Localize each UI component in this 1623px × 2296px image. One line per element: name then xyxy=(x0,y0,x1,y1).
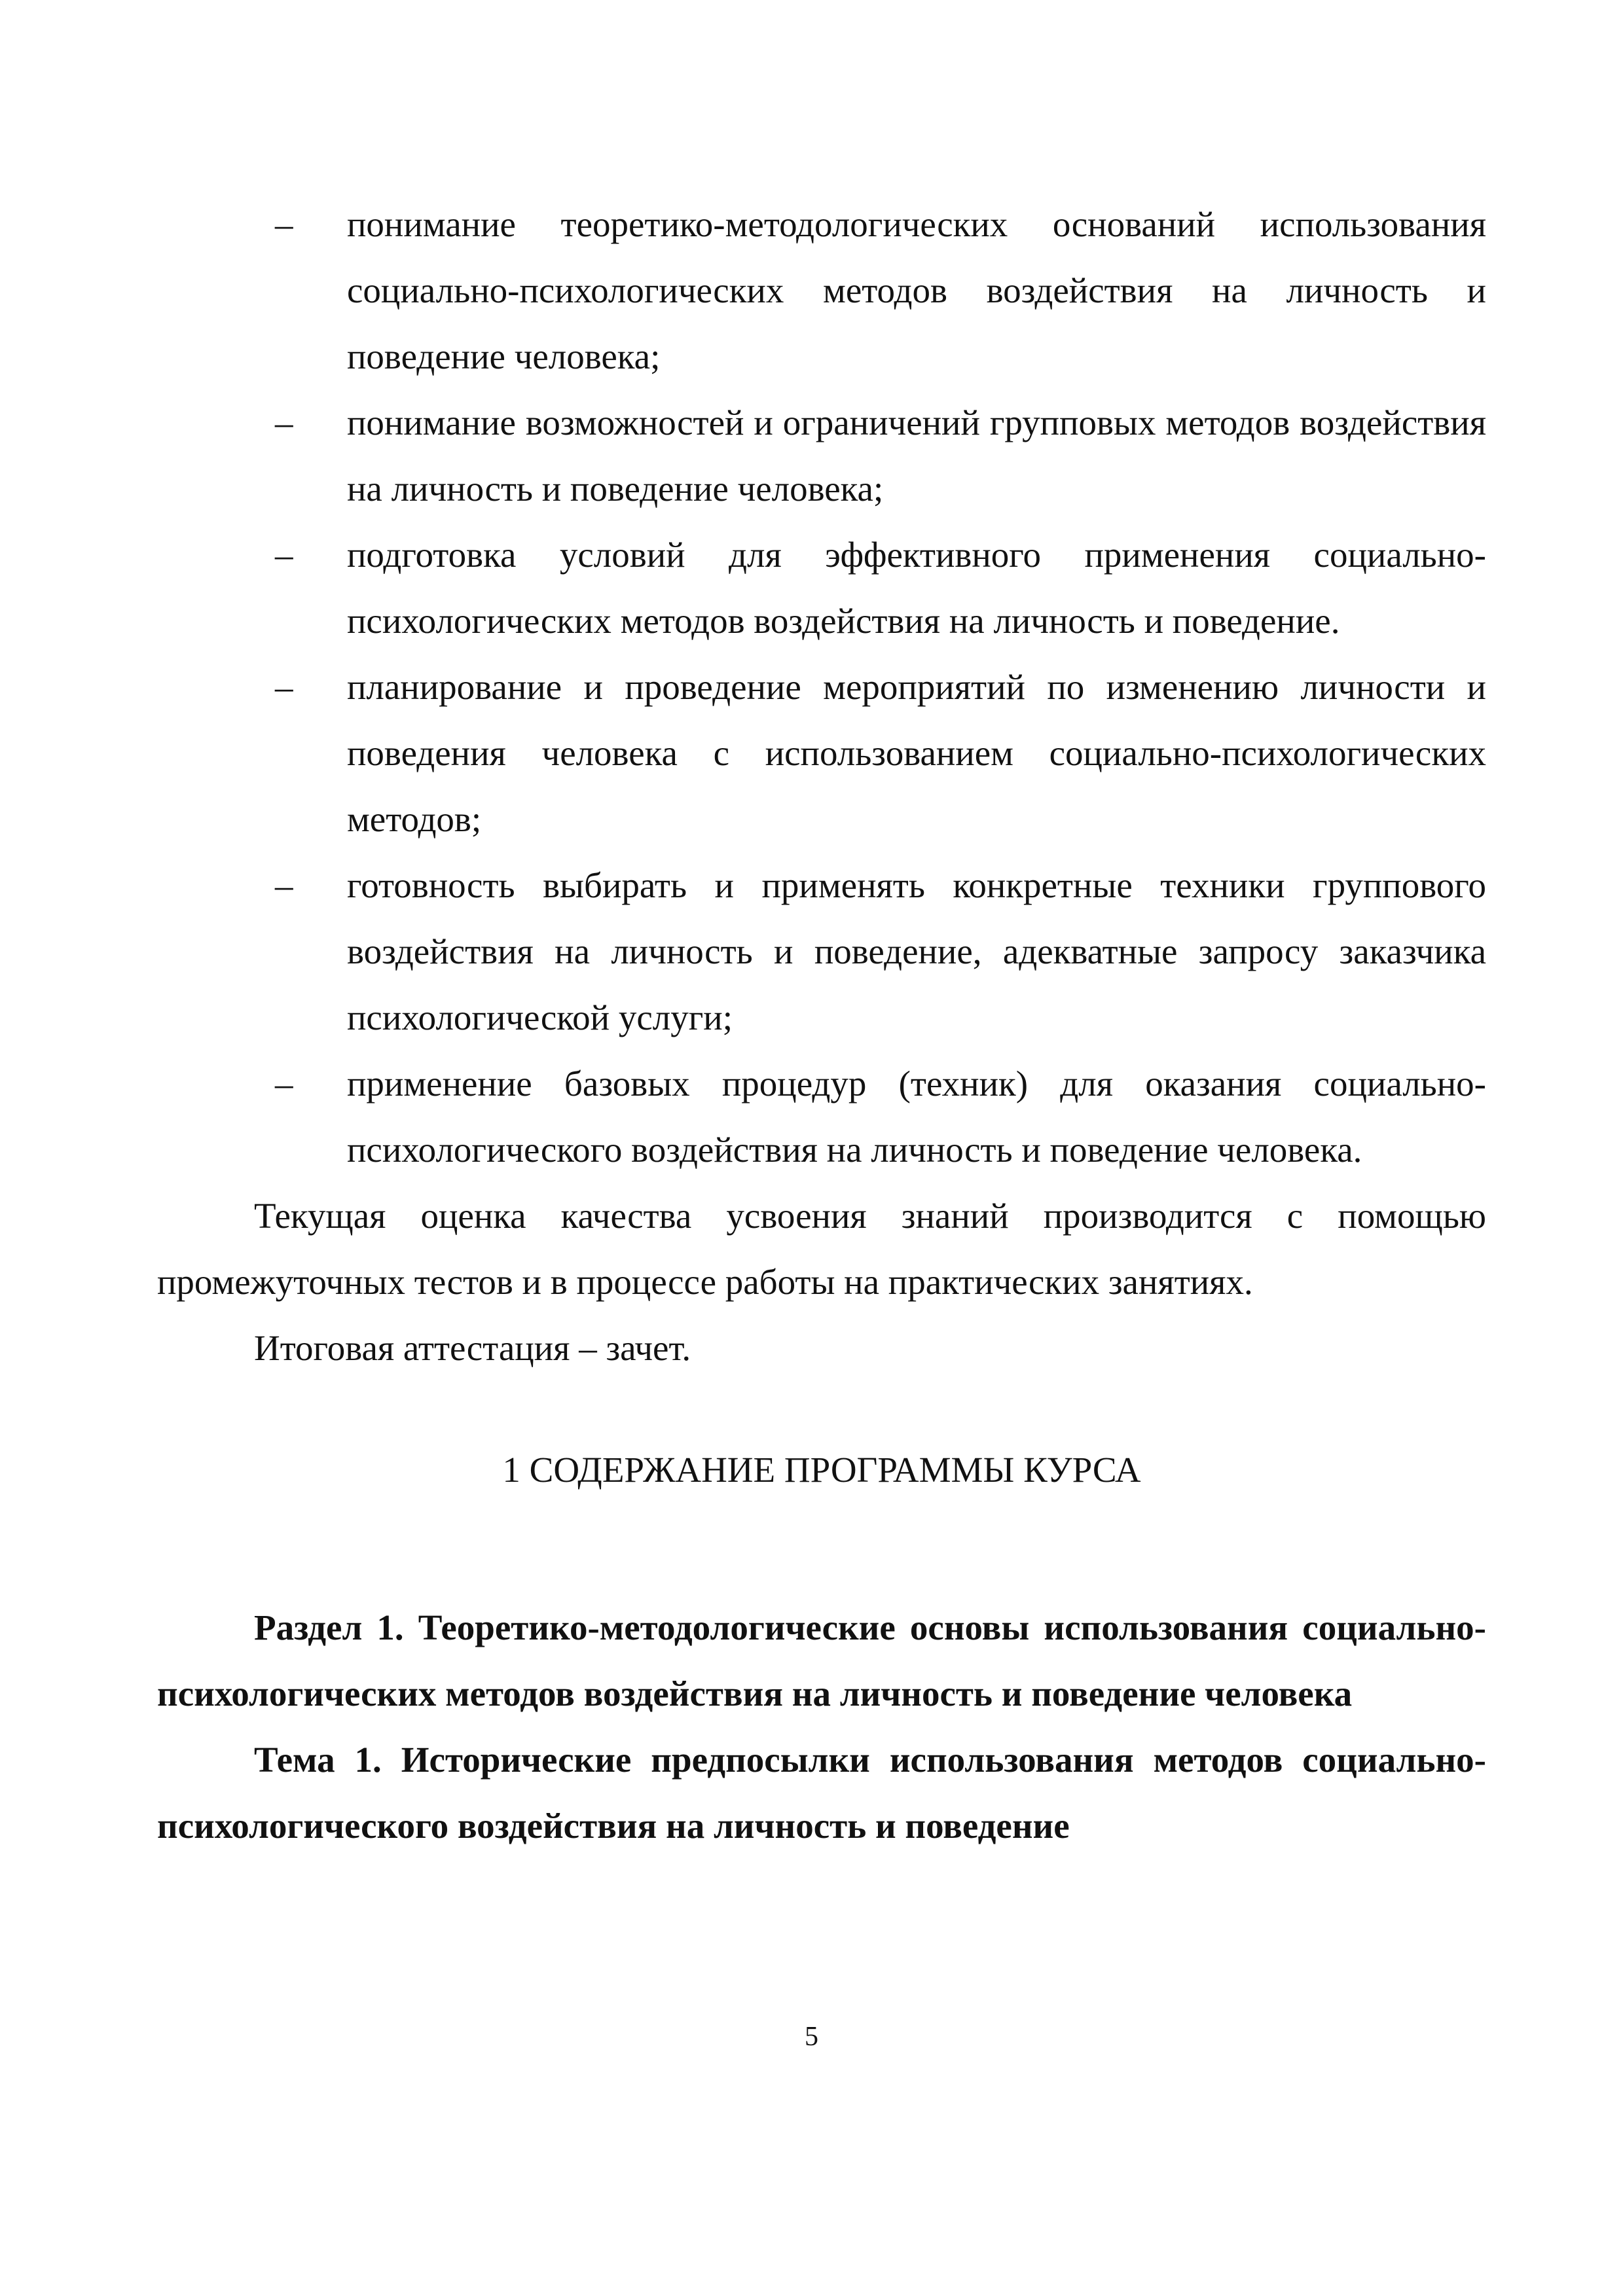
list-item-text: понимание теоретико-методологических оснований использования социально-психологических методов воздействия на личность и поведение человека; xyxy=(347,204,1486,376)
list-item-text: подготовка условий для эффективного применения социально-психологических методов воздействия на личность и поведение. xyxy=(347,535,1486,641)
list-dash: – xyxy=(275,204,293,244)
final-assessment-paragraph: Итоговая аттестация – зачет. xyxy=(254,1328,691,1368)
list-item xyxy=(157,389,1486,522)
list-dash: – xyxy=(275,403,293,442)
list-dash: – xyxy=(275,667,293,707)
competency-list xyxy=(157,191,1486,1183)
list-item-text: планирование и проведение мероприятий по изменению личности и поведения человека с использованием социально-психологических методов; xyxy=(347,667,1486,839)
list-item-text: применение базовых процедур (техник) для оказания социально-психологического воздействия на личность и поведение человека. xyxy=(347,1064,1486,1170)
list-dash: – xyxy=(275,535,293,575)
list-item-text: готовность выбирать и применять конкретные техники группового воздействия на личность и поведение, адекватные запросу заказчика психологической услуги; xyxy=(347,865,1486,1037)
list-item xyxy=(157,522,1486,654)
topic-title: Тема 1. Исторические предпосылки использования методов социально-психологического воздействия на личность и поведение xyxy=(157,1740,1486,1846)
list-item xyxy=(157,654,1486,852)
page-content xyxy=(157,191,1486,1859)
page-number: 5 xyxy=(805,2022,818,2052)
list-item xyxy=(157,852,1486,1050)
section-title: Раздел 1. Теоретико-методологические основы использования социально-психологических методов воздействия на личность и поведение человека xyxy=(157,1607,1486,1713)
list-item xyxy=(157,1050,1486,1183)
list-dash: – xyxy=(275,865,293,905)
assessment-paragraph: Текущая оценка качества усвоения знаний производится с помощью промежуточных тестов и в процессе работы на практических занятиях. xyxy=(157,1196,1486,1302)
list-item-text: понимание возможностей и ограничений групповых методов воздействия на личность и поведение человека; xyxy=(347,403,1486,509)
list-dash: – xyxy=(275,1064,293,1103)
section-heading: 1 СОДЕРЖАНИЕ ПРОГРАММЫ КУРСА xyxy=(502,1450,1141,1490)
list-item xyxy=(157,191,1486,389)
